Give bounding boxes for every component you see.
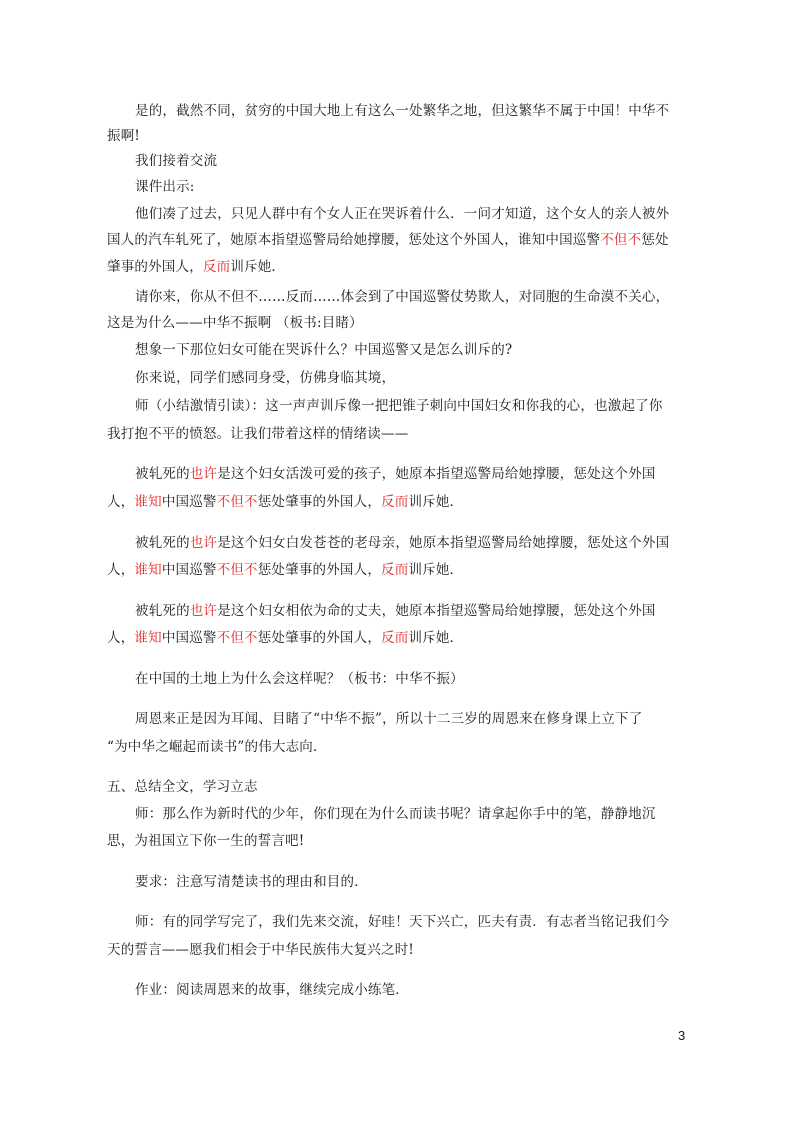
highlight-text: 也许 (189, 603, 218, 619)
highlight-text: 反而 (381, 630, 409, 646)
reading-line: 被轧死的也许是这个妇女活泼可爱的孩子，她原本指望巡警局给她撑腰，惩处这个外国 (135, 466, 656, 482)
paragraph-line: 课件出示: (135, 179, 195, 195)
highlight-text: 不但不 (216, 494, 258, 510)
paragraph-line: “为中华之崛起而读书”的伟大志向． (107, 739, 327, 755)
paragraph-line: 师：有的同学写完了，我们先来交流，好哇！天下兴亡，匹夫有责．有志者当铭记我们今 (135, 914, 670, 930)
reading-line: 人，谁知中国巡警不但不惩处肇事的外国人，反而训斥她． (107, 562, 464, 578)
highlight-text: 谁知 (134, 494, 162, 510)
paragraph-line: 思，为祖国立下你一生的誓言吧! (107, 833, 305, 849)
highlight-text: 不但不 (600, 232, 642, 248)
highlight-text: 反而 (381, 562, 409, 578)
reading-line: 人，谁知中国巡警不但不惩处肇事的外国人，反而训斥她． (107, 630, 464, 646)
paragraph-line: 国人的汽车轧死了，她原本指望巡警局给她撑腰，惩处这个外国人，谁知中国巡警不但不惩处 (107, 232, 669, 248)
paragraph-line: 师（小结激情引读）：这一声声训斥像一把把锥子刺向中国妇女和你我的心，也激起了你 (135, 398, 663, 414)
paragraph-line: 我们接着交流 (135, 153, 218, 169)
paragraph-line: 作业：阅读周恩来的故事，继续完成小练笔． (135, 982, 409, 998)
paragraph-line: 是的，截然不同，贫穷的中国大地上有这么一处繁华之地，但这繁华不属于中国！中华不 (135, 103, 670, 119)
highlight-text: 谁知 (134, 562, 162, 578)
paragraph-line: 要求：注意写清楚读书的理由和目的． (135, 874, 368, 890)
paragraph-line: 请你来，你从不但不……反而……体会到了中国巡警仗势欺人，对同胞的生命漠不关心， (135, 289, 670, 305)
highlight-text: 也许 (189, 466, 218, 482)
highlight-text: 不但不 (216, 562, 258, 578)
reading-line: 人，谁知中国巡警不但不惩处肇事的外国人，反而训斥她． (107, 494, 464, 510)
paragraph-line: 师：那么作为新时代的少年，你们现在为什么而读书呢？请拿起你手中的笔，静静地沉 (135, 806, 656, 822)
highlight-text: 反而 (381, 494, 409, 510)
paragraph-line: 这是为什么——中华不振啊 （板书:目睹） (107, 315, 363, 331)
highlight-text: 不但不 (216, 630, 258, 646)
paragraph-line: 振啊! (107, 128, 141, 144)
paragraph-line: 周恩来正是因为耳闻、目睹了“中华不振”，所以十二三岁的周恩来在修身课上立下了 (135, 711, 643, 727)
highlight-text: 反而 (202, 259, 231, 275)
highlight-text: 谁知 (134, 630, 162, 646)
page-number: 3 (678, 1028, 686, 1043)
reading-line: 被轧死的也许是这个妇女相依为命的丈夫，她原本指望巡警局给她撑腰，惩处这个外国 (135, 603, 656, 619)
paragraph-line: 肇事的外国人，反而训斥她． (107, 259, 286, 275)
paragraph-line: 你来说，同学们感同身受，仿佛身临其境， (135, 370, 396, 386)
highlight-text: 也许 (189, 535, 218, 551)
paragraph-line: 在中国的土地上为什么会这样呢？（板书：中华不振） (135, 671, 464, 687)
section-heading: 五、总结全文，学习立志 (107, 779, 258, 795)
reading-line: 被轧死的也许是这个妇女白发苍苍的老母亲，她原本指望巡警局给她撑腰，惩处这个外国 (135, 535, 670, 551)
paragraph-line: 天的誓言——愿我们相会于中华民族伟大复兴之时! (107, 942, 415, 958)
paragraph-line: 我打抱不平的愤怒。让我们带着这样的情绪读—— (107, 426, 409, 442)
paragraph-line: 想象一下那位妇女可能在哭诉什么？中国巡警又是怎么训斥的? (135, 342, 513, 358)
paragraph-line: 他们凑了过去，只见人群中有个女人正在哭诉着什么．一问才知道，这个女人的亲人被外 (135, 206, 670, 222)
